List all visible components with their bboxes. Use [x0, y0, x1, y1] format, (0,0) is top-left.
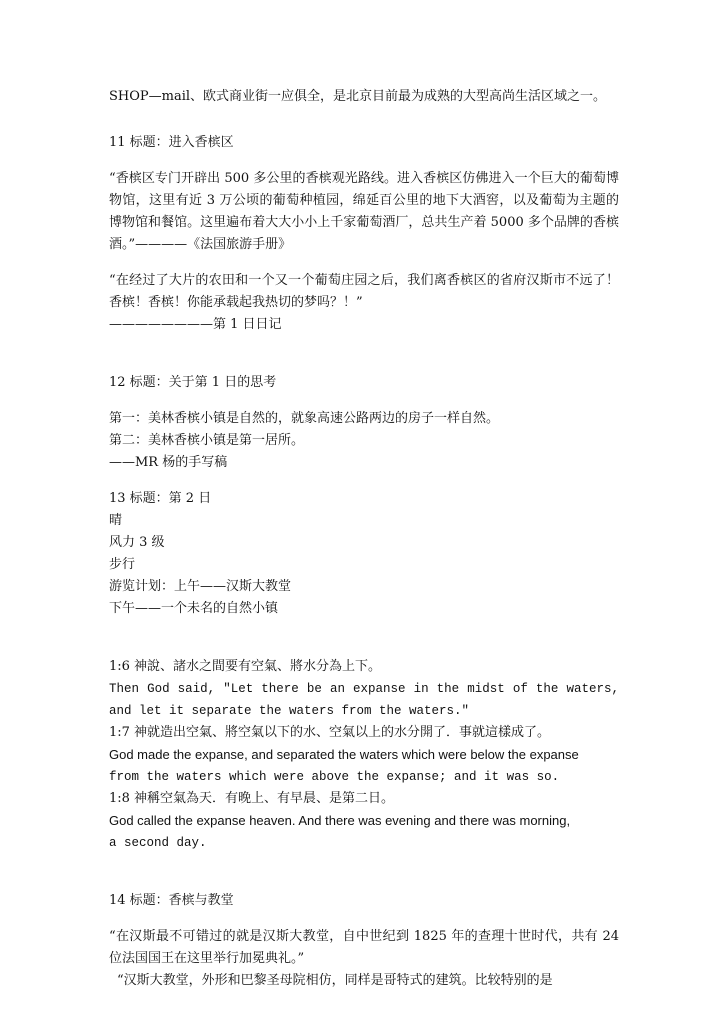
thought-second: 第二：美林香槟小镇是第一居所。: [109, 433, 305, 448]
thought-first: 第一：美林香槟小镇是自然的，就象高速公路两边的房子一样自然。: [109, 411, 500, 426]
heading-12: 12 标题：关于第 1 日的思考: [109, 375, 277, 390]
heading-13: 13 标题：第 2 日: [109, 491, 212, 506]
heading-11: 11 标题：进入香槟区: [109, 135, 234, 150]
paragraph-shop-mail: SHOP—mail、欧式商业街一应俱全，是北京目前最为成熟的大型高尚生活区域之一。: [109, 89, 607, 104]
walk-line: 步行: [109, 557, 136, 572]
verse-1-7-english-line1: God made the expanse, and separated the waters which were below the expanse: [109, 747, 579, 762]
plan-morning: 游览计划：上午——汉斯大教堂: [109, 579, 292, 594]
verse-1-8-english-line1: God called the expanse heaven. And there was evening and there was morning,: [109, 813, 571, 828]
verse-1-7-english-line2: from the waters which were above the expanse; and it was so.: [109, 770, 560, 784]
wind-line: 风力 3 级: [109, 535, 165, 550]
weather-line: 晴: [109, 513, 123, 528]
quote-reims-cathedral: “汉斯大教堂，外形和巴黎圣母院相仿，同样是哥特式的建筑。比较特别的是: [117, 973, 553, 988]
verse-1-6-english: Then God said, "Let there be an expanse in the midst of the waters, and let it separate the waters from the waters.": [109, 682, 619, 718]
verse-1-8-english-line2: a second day.: [109, 836, 207, 850]
verse-1-7-chinese: 1:7 神就造出空氣、將空氣以下的水、空氣以上的水分開了．事就這樣成了。: [109, 725, 551, 740]
diary-signature: ————————第 1 日日记: [109, 317, 282, 332]
document-page: [109, 86, 619, 992]
heading-14: 14 标题：香槟与教堂: [109, 893, 234, 908]
verse-1-6-chinese: 1:6 神說、諸水之間要有空氣、將水分為上下。: [109, 659, 382, 674]
verse-1-8-chinese: 1:8 神稱空氣為天．有晚上、有早晨、是第二日。: [109, 791, 395, 806]
plan-afternoon: 下午——一个未名的自然小镇: [109, 601, 279, 616]
quote-diary: “在经过了大片的农田和一个又一个葡萄庄园之后，我们离香槟区的省府汉斯市不远了！香槟！香槟！你能承载起我热切的梦吗？！”: [109, 273, 619, 310]
thought-signature: ——MR 杨的手写稿: [109, 455, 228, 470]
quote-reims-kings: “在汉斯最不可错过的就是汉斯大教堂，自中世纪到 1825 年的查理十世时代，共有 24 位法国国王在这里举行加冕典礼。”: [109, 929, 619, 966]
quote-champagne-guide: “香槟区专门开辟出 500 多公里的香槟观光路线。进入香槟区仿佛进入一个巨大的葡萄博物馆，这里有近 3 万公顷的葡萄种植园，绵延百公里的地下大酒窖，以及葡萄为主题的博物馆和餐馆。这里遍布着大大小小上千家葡萄酒厂，总共生产着 5000 多个品牌的香槟酒。”————《法国旅游手册》: [109, 171, 619, 252]
